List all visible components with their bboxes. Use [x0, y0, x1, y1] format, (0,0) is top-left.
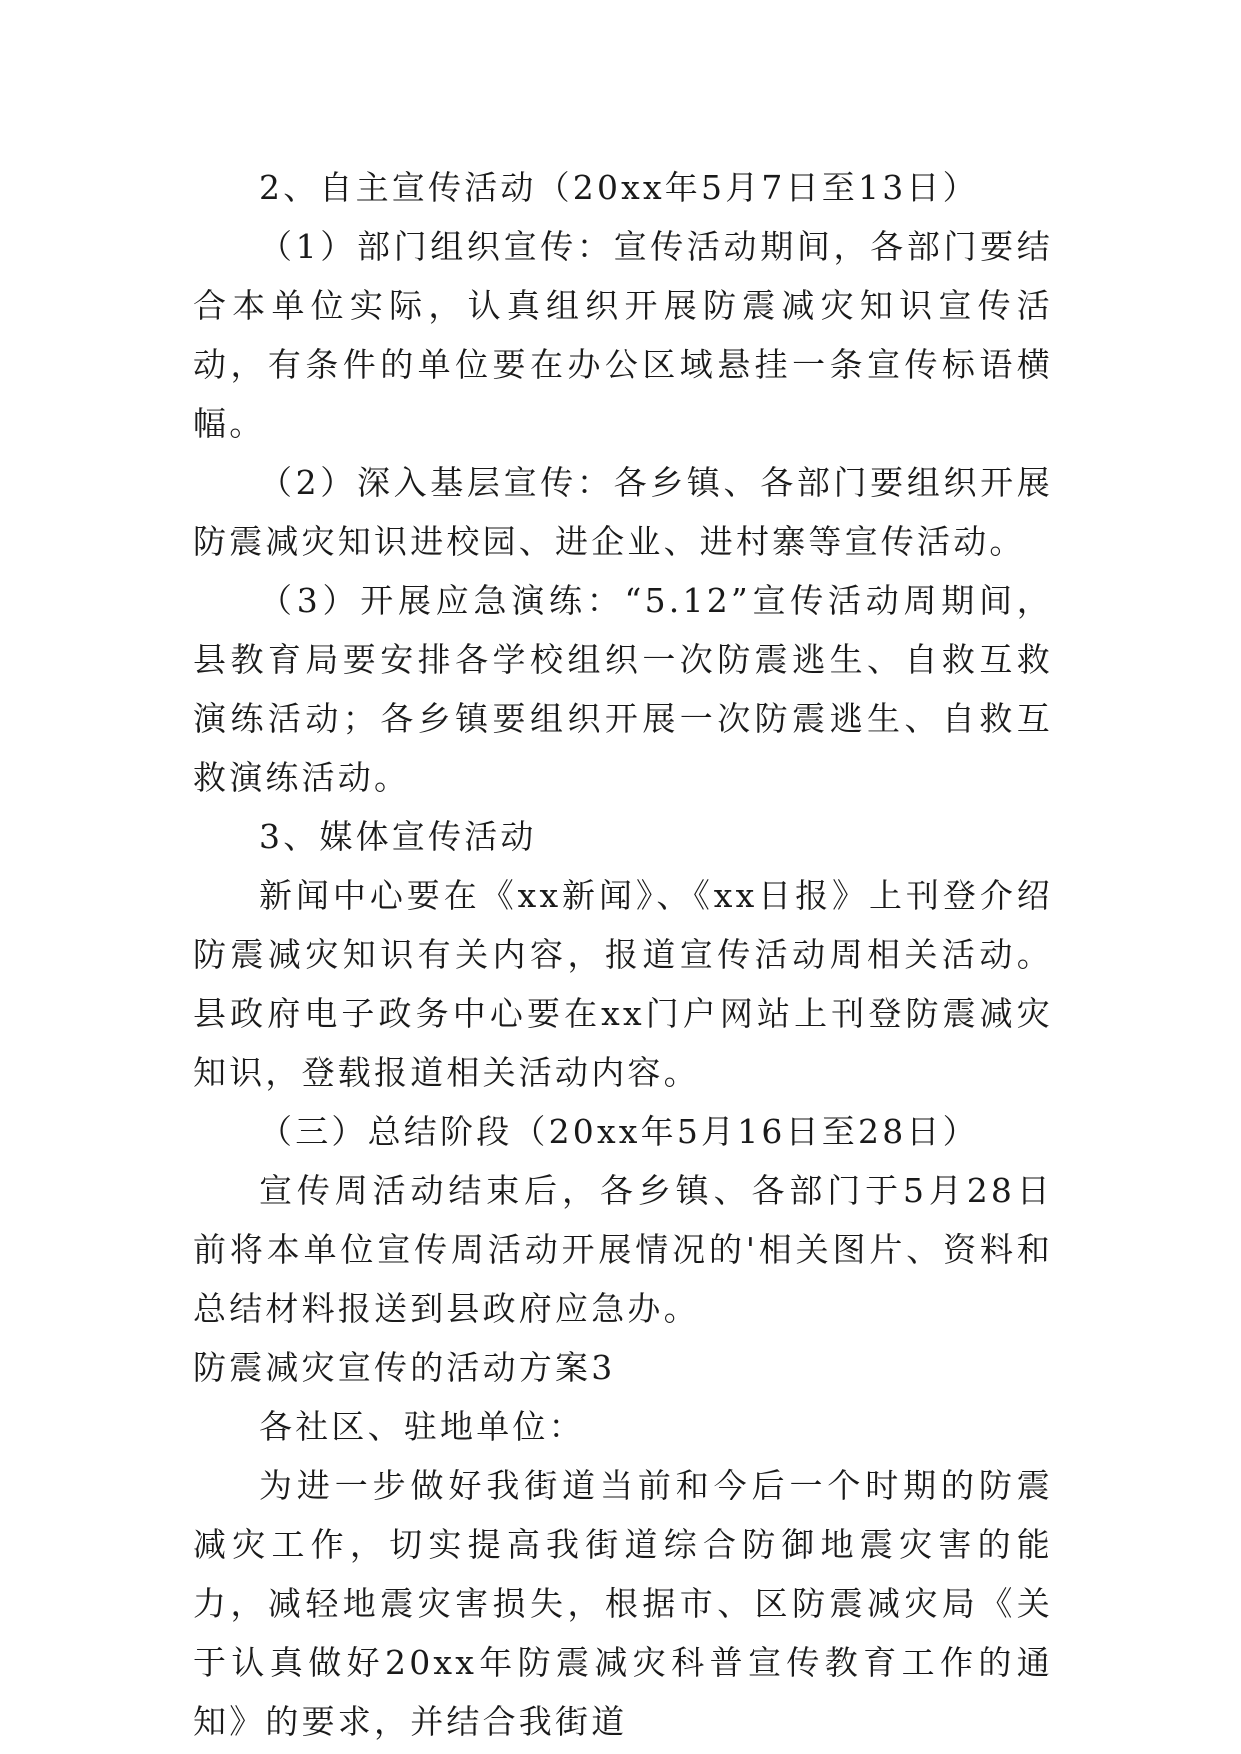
paragraph-summary-report: 宣传周活动结束后，各乡镇、各部门于5月28日前将本单位宣传周活动开展情况的'相关图片、资料和总结材料报送到县政府应急办。 [193, 1171, 1053, 1328]
section-heading-self-publicity: 2、自主宣传活动（20xx年5月7日至13日） [259, 168, 979, 207]
paragraph-department-publicity: （1）部门组织宣传：宣传活动期间，各部门要结合本单位实际，认真组织开展防震减灾知识宣传活动，有条件的单位要在办公区域悬挂一条宣传标语横幅。 [193, 227, 1053, 443]
document-body [193, 158, 1053, 1751]
document-title-plan-3: 防震减灾宣传的活动方案3 [193, 1348, 616, 1387]
section-heading-summary-stage: （三）总结阶段（20xx年5月16日至28日） [259, 1112, 979, 1151]
paragraph-emergency-drill: （3）开展应急演练：“5.12”宣传活动周期间，县教育局要安排各学校组织一次防震逃生、自救互救演练活动；各乡镇要组织开展一次防震逃生、自救互救演练活动。 [193, 581, 1053, 797]
paragraph-news-center: 新闻中心要在《xx新闻》、《xx日报》上刊登介绍防震减灾知识有关内容，报道宣传活动周相关活动。县政府电子政务中心要在xx门户网站上刊登防震减灾知识，登载报道相关活动内容。 [193, 876, 1053, 1092]
paragraph-intro: 为进一步做好我街道当前和今后一个时期的防震减灾工作，切实提高我街道综合防御地震灾害的能力，减轻地震灾害损失，根据市、区防震减灾局《关于认真做好20xx年防震减灾科普宣传教育工作的通知》的要求，并结合我街道 [193, 1466, 1053, 1741]
salutation: 各社区、驻地单位： [259, 1407, 585, 1446]
paragraph-grassroots-publicity: （2）深入基层宣传：各乡镇、各部门要组织开展防震减灾知识进校园、进企业、进村寨等宣传活动。 [193, 463, 1053, 561]
section-heading-media-publicity: 3、媒体宣传活动 [259, 817, 537, 856]
